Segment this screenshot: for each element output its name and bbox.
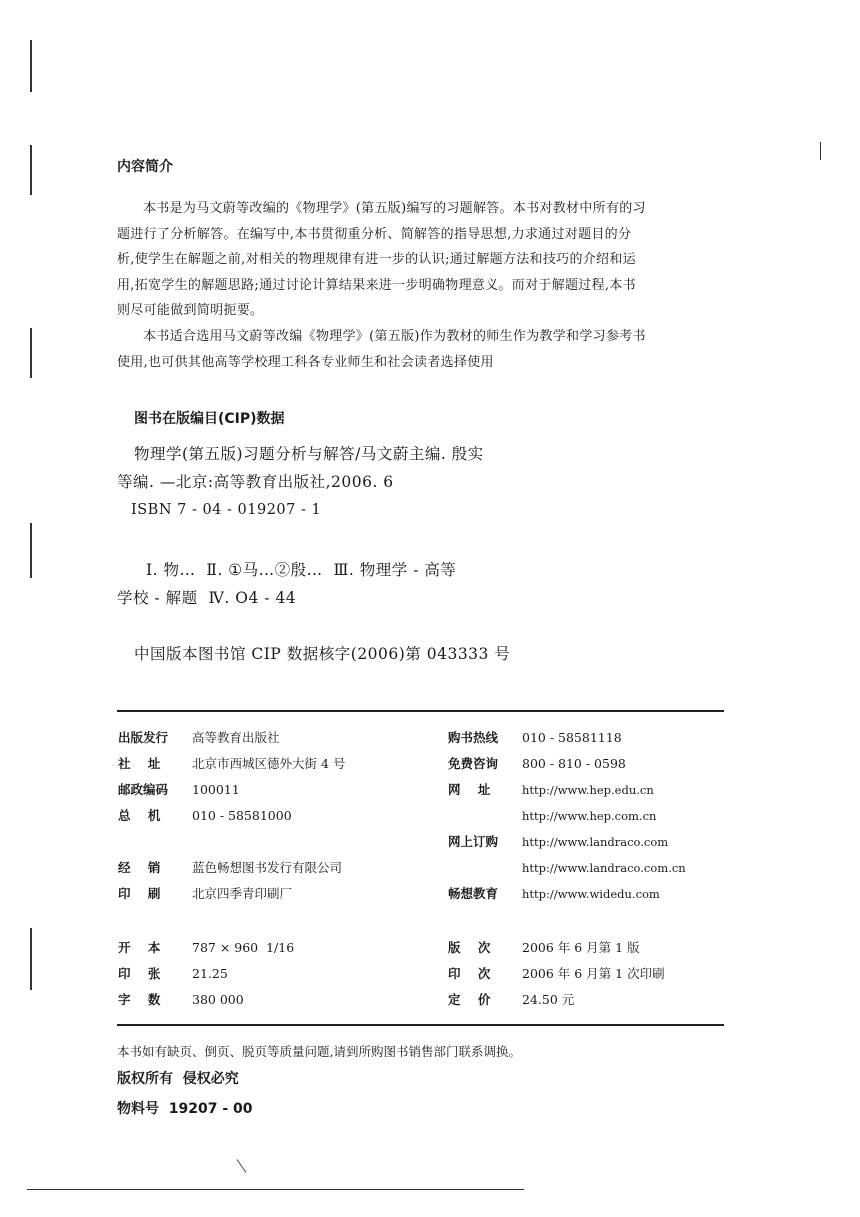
pub-value: 010 - 58581118: [522, 730, 622, 745]
pub-label: 经 销: [118, 860, 161, 875]
pub-row: [118, 858, 342, 878]
summary-line: 则尽可能做到简明扼要。: [117, 303, 264, 318]
pub-row: [448, 832, 668, 852]
summary-line: 本书适合选用马文蔚等改编《物理学》(第五版)作为教材的师生作为教学和学习参考书: [143, 329, 646, 344]
pub-row: [448, 754, 626, 774]
pub-value: 800 - 810 - 0598: [522, 756, 626, 771]
pub-row: [448, 780, 654, 800]
summary-line: 析,使学生在解题之前,对相关的物理规律有进一步的认识;通过解题方法和技巧的介绍和运: [117, 252, 636, 267]
spec-row: [448, 938, 640, 958]
summary-paragraph-1: [117, 196, 725, 324]
pub-label: 畅想教育: [448, 886, 499, 901]
spec-row: [118, 938, 294, 958]
spec-value: 2006 年 6 月第 1 版: [522, 940, 640, 955]
spec-value: 21.25: [192, 966, 228, 981]
pub-label: 印 刷: [118, 886, 161, 901]
spec-row: [448, 990, 574, 1010]
pub-value: 100011: [192, 782, 240, 797]
margin-mark: [820, 142, 821, 160]
cip-heading: 图书在版编目(CIP)数据: [134, 411, 285, 427]
pub-value: 010 - 58581000: [192, 808, 292, 823]
pub-label: 网 址: [448, 782, 491, 797]
pub-label: 免费咨询: [448, 756, 499, 771]
cip-classification: Ⅰ. 物… Ⅱ. ①马…②殷… Ⅲ. 物理学 - 高等: [146, 561, 457, 579]
spec-value: 24.50 元: [522, 992, 575, 1007]
pub-row: [448, 858, 686, 878]
margin-mark: [30, 40, 32, 92]
spec-value: 787 × 960 1/16: [192, 940, 295, 955]
website-link[interactable]: http://www.landraco.com: [522, 835, 669, 849]
cip-isbn: ISBN 7 - 04 - 019207 - 1: [131, 502, 322, 518]
pub-row: [118, 806, 292, 826]
copyright-notice: 版权所有 侵权必究: [117, 1071, 239, 1087]
spec-label: 版 次: [448, 940, 491, 955]
spec-value: 380 000: [192, 992, 244, 1007]
spec-row: [448, 964, 665, 984]
summary-line: 用,拓宽学生的解题思路;通过讨论计算结果来进一步明确物理意义。而对于解题过程,本书: [117, 277, 636, 293]
bottom-rule: [27, 1189, 524, 1190]
summary-line: 使用,也可供其他高等学校理工科各专业师生和社会读者选择使用: [117, 354, 494, 370]
pub-value: 蓝色畅想图书发行有限公司: [192, 860, 343, 875]
table-bottom-rule: [117, 1024, 724, 1026]
pub-label: 总 机: [118, 808, 161, 823]
margin-mark: [30, 328, 32, 378]
summary-paragraph-2: [117, 324, 725, 375]
pub-label: 邮政编码: [118, 782, 169, 797]
website-link[interactable]: http://www.widedu.com: [522, 887, 660, 901]
pub-row: [448, 884, 660, 904]
pub-value: 高等教育出版社: [192, 730, 280, 745]
pub-label: 出版发行: [118, 730, 169, 745]
website-link[interactable]: http://www.hep.com.cn: [522, 809, 657, 823]
cip-line: 物理学(第五版)习题分析与解答/马文蔚主编. 殷实: [134, 445, 484, 463]
pub-row: [448, 806, 656, 826]
pub-label: 购书热线: [448, 730, 499, 745]
spec-value: 2006 年 6 月第 1 次印刷: [522, 966, 665, 981]
spec-label: 定 价: [448, 992, 491, 1007]
table-top-rule: [117, 710, 724, 712]
spec-row: [118, 964, 228, 984]
spec-label: 字 数: [118, 992, 161, 1007]
item-number: 物料号 19207 - 00: [117, 1101, 253, 1117]
margin-mark: [30, 523, 32, 578]
margin-mark: [30, 145, 32, 195]
spec-label: 开 本: [118, 940, 161, 955]
summary-line: 题进行了分析解答。在编写中,本书贯彻重分析、简解答的指导思想,力求通过对题目的分: [117, 226, 632, 242]
spec-label: 印 次: [448, 966, 491, 981]
pub-value: 北京市西城区德外大街 4 号: [192, 756, 346, 771]
summary-line: 本书是为马文蔚等改编的《物理学》(第五版)编写的习题解答。本书对教材中所有的习: [143, 201, 646, 216]
pub-row: [448, 728, 622, 748]
spec-row: [118, 990, 244, 1010]
spec-label: 印 张: [118, 966, 161, 981]
summary-heading: 内容简介: [117, 159, 173, 175]
pub-value: 北京四季青印刷厂: [192, 886, 293, 901]
pub-label: 网上订购: [448, 834, 499, 849]
pub-row: [118, 728, 280, 748]
website-link[interactable]: http://www.hep.edu.cn: [522, 783, 654, 797]
pub-label: 社 址: [118, 756, 161, 771]
website-link[interactable]: http://www.landraco.com.cn: [522, 861, 686, 875]
margin-mark: [30, 928, 32, 990]
cip-line: 等编. —北京:高等教育出版社,2006. 6: [117, 473, 394, 491]
cip-classification: 学校 - 解题 Ⅳ. O4 - 44: [117, 589, 297, 607]
pub-row: [118, 754, 345, 774]
pub-row: [118, 884, 292, 904]
stray-mark: [237, 1159, 247, 1173]
cip-record-number: 中国版本图书馆 CIP 数据核字(2006)第 043333 号: [134, 645, 511, 663]
pub-row: [118, 780, 240, 800]
quality-notice: 本书如有缺页、倒页、脱页等质量问题,请到所购图书销售部门联系调换。: [117, 1044, 521, 1059]
